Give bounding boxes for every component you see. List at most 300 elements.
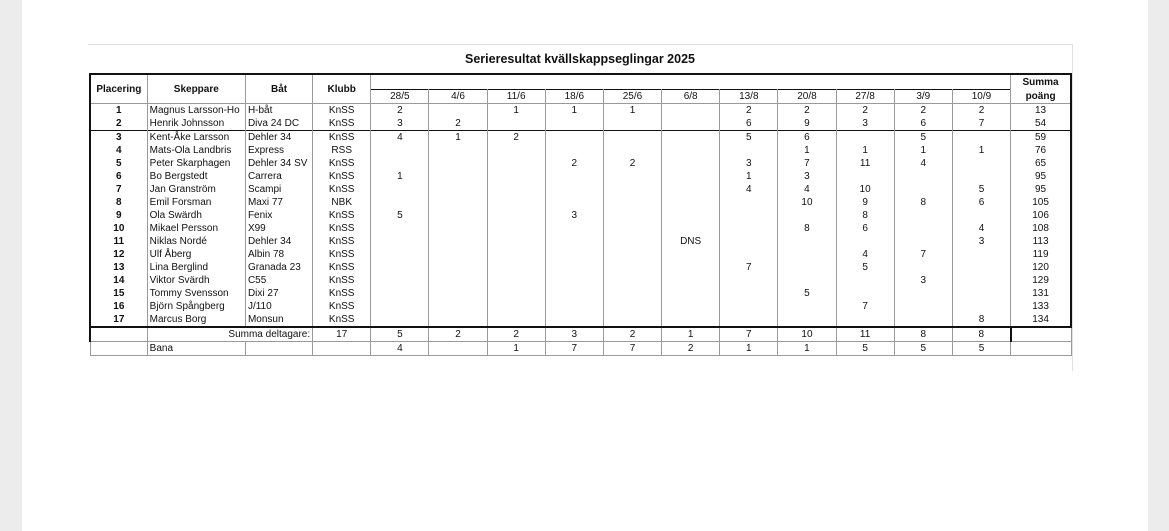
row-bat: Diva 24 DC: [245, 117, 312, 131]
row-score: [836, 235, 894, 248]
table-row: [90, 274, 1071, 287]
row-score: 6: [894, 117, 952, 131]
row-klubb: KnSS: [313, 300, 371, 313]
row-klubb: KnSS: [313, 222, 371, 235]
row-score: 4: [371, 131, 429, 145]
row-score: 9: [778, 117, 836, 131]
row-score: [952, 209, 1010, 222]
row-skeppare: Viktor Svärdh: [147, 274, 245, 287]
row-placering: 14: [90, 274, 147, 287]
table-row: [90, 170, 1071, 183]
row-score: [429, 170, 487, 183]
totals-participants: 17: [313, 327, 371, 342]
row-score: [371, 261, 429, 274]
header-date: 10/9: [952, 90, 1010, 104]
row-score: [429, 248, 487, 261]
table-row: [90, 104, 1071, 118]
row-skeppare: Bo Bergstedt: [147, 170, 245, 183]
row-score: [836, 287, 894, 300]
row-klubb: KnSS: [313, 170, 371, 183]
row-score: [429, 209, 487, 222]
results-table: [89, 73, 1072, 356]
row-score: [662, 117, 720, 131]
row-score: 8: [952, 313, 1010, 327]
row-score: [952, 157, 1010, 170]
row-score: [952, 170, 1010, 183]
totals-value: 5: [371, 327, 429, 342]
row-score: 10: [778, 196, 836, 209]
table-row: [90, 222, 1071, 235]
row-placering: 8: [90, 196, 147, 209]
row-bat: Scampi: [245, 183, 312, 196]
table-row: [90, 248, 1071, 261]
row-score: [487, 235, 545, 248]
row-score: [487, 313, 545, 327]
table-row: [90, 300, 1071, 313]
row-score: [487, 144, 545, 157]
row-score: 3: [545, 209, 603, 222]
row-skeppare: Kent-Åke Larsson: [147, 131, 245, 145]
row-score: [662, 287, 720, 300]
row-score: 3: [371, 117, 429, 131]
row-summa: 129: [1011, 274, 1071, 287]
row-score: [545, 183, 603, 196]
row-score: [371, 300, 429, 313]
row-score: [603, 131, 661, 145]
row-score: [836, 131, 894, 145]
row-score: 1: [894, 144, 952, 157]
row-score: [487, 222, 545, 235]
row-summa: 13: [1011, 104, 1071, 118]
row-score: [662, 222, 720, 235]
row-summa: 120: [1011, 261, 1071, 274]
row-score: [487, 287, 545, 300]
totals-label: Summa deltagare:: [147, 327, 312, 342]
row-score: 2: [720, 104, 778, 118]
row-score: 6: [952, 196, 1010, 209]
row-score: 5: [952, 183, 1010, 196]
row-placering: 2: [90, 117, 147, 131]
bana-empty: [90, 342, 147, 356]
row-bat: Maxi 77: [245, 196, 312, 209]
row-score: [894, 235, 952, 248]
row-score: [487, 300, 545, 313]
row-score: [603, 313, 661, 327]
row-score: 2: [429, 117, 487, 131]
row-bat: H-båt: [245, 104, 312, 118]
row-bat: Monsun: [245, 313, 312, 327]
row-score: [662, 157, 720, 170]
row-placering: 7: [90, 183, 147, 196]
row-score: [545, 131, 603, 145]
row-placering: 16: [90, 300, 147, 313]
table-row: [90, 313, 1071, 327]
row-score: 7: [778, 157, 836, 170]
row-score: [778, 313, 836, 327]
header-date: 6/8: [662, 90, 720, 104]
row-summa: 134: [1011, 313, 1071, 327]
header-skeppare: Skeppare: [147, 74, 245, 104]
row-score: [603, 144, 661, 157]
row-score: [429, 313, 487, 327]
header-date: 20/8: [778, 90, 836, 104]
row-score: [952, 274, 1010, 287]
row-score: 1: [720, 170, 778, 183]
row-score: 8: [778, 222, 836, 235]
header-bat: Båt: [245, 74, 312, 104]
row-skeppare: Lina Berglind: [147, 261, 245, 274]
header-date: 3/9: [894, 90, 952, 104]
bana-value: 5: [836, 342, 894, 356]
row-placering: 4: [90, 144, 147, 157]
row-score: 7: [894, 248, 952, 261]
row-summa: 119: [1011, 248, 1071, 261]
row-score: [778, 235, 836, 248]
row-summa: 59: [1011, 131, 1071, 145]
row-klubb: KnSS: [313, 157, 371, 170]
row-placering: 3: [90, 131, 147, 145]
row-score: 3: [952, 235, 1010, 248]
totals-empty: [90, 327, 147, 342]
row-score: [720, 209, 778, 222]
totals-value: 10: [778, 327, 836, 342]
row-score: [371, 313, 429, 327]
row-score: 2: [371, 104, 429, 118]
row-score: [545, 300, 603, 313]
row-score: [720, 287, 778, 300]
row-score: [603, 117, 661, 131]
row-score: [545, 170, 603, 183]
row-score: [952, 287, 1010, 300]
totals-value: 2: [603, 327, 661, 342]
row-placering: 5: [90, 157, 147, 170]
row-score: [662, 131, 720, 145]
row-score: 5: [778, 287, 836, 300]
row-score: 5: [894, 131, 952, 145]
row-score: 2: [603, 157, 661, 170]
header-date: 25/6: [603, 90, 661, 104]
row-score: [662, 248, 720, 261]
row-bat: Albin 78: [245, 248, 312, 261]
row-score: 6: [836, 222, 894, 235]
row-score: [429, 235, 487, 248]
row-score: 1: [429, 131, 487, 145]
row-summa: 95: [1011, 183, 1071, 196]
row-score: [487, 157, 545, 170]
header-date: 18/6: [545, 90, 603, 104]
row-placering: 17: [90, 313, 147, 327]
row-score: 4: [720, 183, 778, 196]
row-score: 7: [952, 117, 1010, 131]
bana-label: Bana: [147, 342, 245, 356]
row-klubb: NBK: [313, 196, 371, 209]
row-score: [662, 300, 720, 313]
row-placering: 1: [90, 104, 147, 118]
header-placering: Placering: [90, 74, 147, 104]
row-score: [429, 183, 487, 196]
row-score: [487, 261, 545, 274]
header-date: 13/8: [720, 90, 778, 104]
row-klubb: KnSS: [313, 261, 371, 274]
row-placering: 15: [90, 287, 147, 300]
row-score: 1: [952, 144, 1010, 157]
totals-end: [1011, 327, 1071, 342]
row-score: [603, 274, 661, 287]
row-score: [662, 196, 720, 209]
row-score: [662, 261, 720, 274]
totals-value: 1: [662, 327, 720, 342]
row-score: [778, 274, 836, 287]
row-score: 5: [836, 261, 894, 274]
row-score: 3: [894, 274, 952, 287]
row-summa: 113: [1011, 235, 1071, 248]
row-skeppare: Björn Spångberg: [147, 300, 245, 313]
row-summa: 95: [1011, 170, 1071, 183]
row-score: [545, 144, 603, 157]
row-score: 8: [894, 196, 952, 209]
row-score: [371, 287, 429, 300]
row-score: [952, 131, 1010, 145]
bana-empty: [245, 342, 312, 356]
row-score: [487, 183, 545, 196]
row-bat: J/110: [245, 300, 312, 313]
row-score: 5: [371, 209, 429, 222]
row-skeppare: Ola Swärdh: [147, 209, 245, 222]
row-summa: 106: [1011, 209, 1071, 222]
row-summa: 54: [1011, 117, 1071, 131]
row-placering: 10: [90, 222, 147, 235]
header-date: 28/5: [371, 90, 429, 104]
row-score: [894, 261, 952, 274]
row-score: 4: [836, 248, 894, 261]
table-row: [90, 235, 1071, 248]
bana-value: 5: [952, 342, 1010, 356]
row-score: [603, 222, 661, 235]
row-skeppare: Mikael Persson: [147, 222, 245, 235]
row-score: [545, 313, 603, 327]
row-skeppare: Niklas Nordé: [147, 235, 245, 248]
table-row: [90, 209, 1071, 222]
table-row: [90, 183, 1071, 196]
row-score: [603, 261, 661, 274]
row-score: [894, 222, 952, 235]
row-score: DNS: [662, 235, 720, 248]
row-bat: Dehler 34: [245, 131, 312, 145]
totals-value: 11: [836, 327, 894, 342]
row-score: 7: [720, 261, 778, 274]
header-date: 4/6: [429, 90, 487, 104]
row-score: [371, 196, 429, 209]
row-score: [371, 274, 429, 287]
row-score: [487, 209, 545, 222]
totals-value: 2: [429, 327, 487, 342]
row-score: [545, 196, 603, 209]
row-score: 4: [952, 222, 1010, 235]
row-score: [720, 235, 778, 248]
row-score: [487, 248, 545, 261]
header-poang: poäng: [1011, 90, 1071, 104]
header-date: 11/6: [487, 90, 545, 104]
row-score: 4: [778, 183, 836, 196]
row-score: [603, 287, 661, 300]
row-score: [429, 261, 487, 274]
header-klubb: Klubb: [313, 74, 371, 104]
row-score: [487, 170, 545, 183]
row-klubb: RSS: [313, 144, 371, 157]
row-score: [429, 274, 487, 287]
row-score: 1: [545, 104, 603, 118]
row-skeppare: Emil Forsman: [147, 196, 245, 209]
bana-value: 4: [371, 342, 429, 356]
row-score: [545, 261, 603, 274]
row-bat: X99: [245, 222, 312, 235]
row-score: [720, 196, 778, 209]
row-summa: 133: [1011, 300, 1071, 313]
row-score: [894, 300, 952, 313]
row-score: [371, 144, 429, 157]
totals-value: 8: [952, 327, 1010, 342]
row-score: [662, 274, 720, 287]
row-score: 2: [545, 157, 603, 170]
row-score: 2: [894, 104, 952, 118]
row-klubb: KnSS: [313, 274, 371, 287]
row-skeppare: Ulf Åberg: [147, 248, 245, 261]
row-klubb: KnSS: [313, 104, 371, 118]
row-score: [487, 117, 545, 131]
row-score: [603, 170, 661, 183]
header-summa: Summa: [1011, 74, 1071, 90]
table-row: [90, 261, 1071, 274]
row-score: [836, 274, 894, 287]
row-bat: Granada 23: [245, 261, 312, 274]
row-klubb: KnSS: [313, 287, 371, 300]
row-score: 5: [720, 131, 778, 145]
row-skeppare: Peter Skarphagen: [147, 157, 245, 170]
table-row: [90, 131, 1071, 145]
row-score: [778, 300, 836, 313]
row-bat: Express: [245, 144, 312, 157]
row-skeppare: Mats-Ola Landbris: [147, 144, 245, 157]
row-score: 1: [836, 144, 894, 157]
row-placering: 12: [90, 248, 147, 261]
row-score: [603, 196, 661, 209]
row-bat: Dehler 34 SV: [245, 157, 312, 170]
row-bat: C55: [245, 274, 312, 287]
row-klubb: KnSS: [313, 117, 371, 131]
row-placering: 9: [90, 209, 147, 222]
row-klubb: KnSS: [313, 235, 371, 248]
header-dates-span: [371, 74, 1011, 90]
row-score: [603, 209, 661, 222]
totals-value: 3: [545, 327, 603, 342]
row-klubb: KnSS: [313, 183, 371, 196]
row-score: [429, 222, 487, 235]
row-score: [545, 287, 603, 300]
row-score: 7: [836, 300, 894, 313]
row-score: 1: [603, 104, 661, 118]
row-score: [429, 300, 487, 313]
row-score: [371, 222, 429, 235]
table-row: [90, 117, 1071, 131]
row-score: [371, 183, 429, 196]
row-score: [545, 274, 603, 287]
totals-value: 7: [720, 327, 778, 342]
row-score: [603, 235, 661, 248]
row-score: 3: [720, 157, 778, 170]
row-score: [662, 209, 720, 222]
row-score: [545, 235, 603, 248]
table-row: [90, 196, 1071, 209]
row-summa: 76: [1011, 144, 1071, 157]
row-bat: Fenix: [245, 209, 312, 222]
row-score: [429, 157, 487, 170]
row-score: 6: [720, 117, 778, 131]
bana-end: [1011, 342, 1071, 356]
row-score: [603, 248, 661, 261]
bana-value: [429, 342, 487, 356]
row-score: [371, 157, 429, 170]
row-placering: 11: [90, 235, 147, 248]
row-score: 3: [778, 170, 836, 183]
row-score: 1: [778, 144, 836, 157]
row-score: [429, 196, 487, 209]
bana-value: 1: [778, 342, 836, 356]
row-score: [778, 261, 836, 274]
row-score: 9: [836, 196, 894, 209]
row-score: [952, 248, 1010, 261]
bana-value: 1: [487, 342, 545, 356]
row-klubb: KnSS: [313, 248, 371, 261]
row-score: 4: [894, 157, 952, 170]
row-score: [836, 313, 894, 327]
row-summa: 108: [1011, 222, 1071, 235]
row-summa: 105: [1011, 196, 1071, 209]
row-score: [720, 144, 778, 157]
row-score: [662, 144, 720, 157]
bana-value: 1: [720, 342, 778, 356]
row-placering: 13: [90, 261, 147, 274]
row-score: 2: [778, 104, 836, 118]
bana-value: 2: [662, 342, 720, 356]
bana-value: 7: [545, 342, 603, 356]
row-score: [487, 274, 545, 287]
row-score: [720, 313, 778, 327]
row-score: [778, 209, 836, 222]
row-score: [894, 183, 952, 196]
row-summa: 65: [1011, 157, 1071, 170]
row-score: [894, 313, 952, 327]
row-skeppare: Marcus Borg: [147, 313, 245, 327]
row-score: 10: [836, 183, 894, 196]
row-placering: 6: [90, 170, 147, 183]
row-score: [894, 209, 952, 222]
row-klubb: KnSS: [313, 313, 371, 327]
table-row: [90, 287, 1071, 300]
row-score: [545, 117, 603, 131]
row-score: 1: [487, 104, 545, 118]
row-bat: Carrera: [245, 170, 312, 183]
row-score: [662, 170, 720, 183]
row-score: [545, 248, 603, 261]
row-score: [371, 248, 429, 261]
row-score: [487, 196, 545, 209]
header-row-top: [90, 74, 1071, 90]
row-score: [952, 300, 1010, 313]
row-score: [429, 104, 487, 118]
row-klubb: KnSS: [313, 209, 371, 222]
row-score: 2: [487, 131, 545, 145]
bana-empty: [313, 342, 371, 356]
